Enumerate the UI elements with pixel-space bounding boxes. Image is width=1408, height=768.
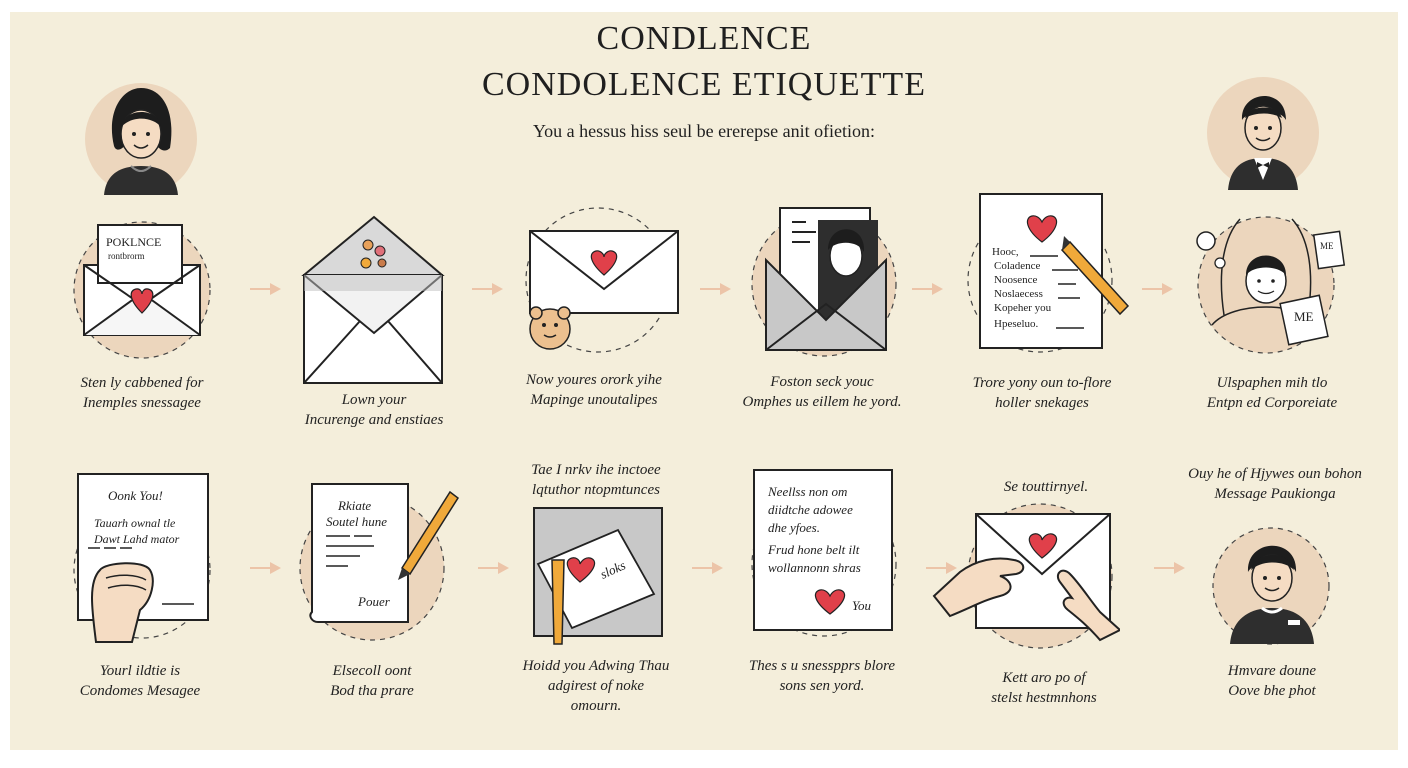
person-avatar-icon (1208, 516, 1336, 656)
title-line-1: CONDLENCE (596, 20, 812, 57)
step-7-caption: Yourl ildtie is Condomes Mesagee (79, 663, 201, 699)
card-handwriting: sloks (597, 557, 628, 582)
hospital-patient-icon (1182, 205, 1372, 395)
letter-line-4: Noslaecess (994, 288, 1043, 300)
arrow-6 (250, 560, 282, 576)
hands-envelope-icon (930, 500, 1120, 690)
arrow-3 (700, 281, 732, 297)
note-line-2: diidtche adowee (768, 502, 853, 517)
note-line-5: wollannonn shras (768, 560, 861, 575)
subtitle: You a hessus hiss seul be ererepse anit ofietion: (532, 121, 876, 141)
letter-line-3: Noosence (994, 274, 1038, 286)
note-label-2: ME (1294, 309, 1314, 324)
letter-line-1: Hooc, (992, 246, 1019, 258)
step-12-top-caption: Ouy he of Hjywes oun bohon Message Paukionga (1188, 466, 1362, 502)
letter-line-6: Hpeseluo. (994, 318, 1039, 330)
open-envelope-flowers-icon (290, 205, 480, 395)
note-sign: You (852, 598, 872, 613)
note-line-1: Oonk You! (108, 488, 163, 503)
step-8-caption: Elsecoll oont Bod tha prare (330, 663, 414, 699)
letter-title: Rkiate (338, 498, 372, 513)
step-2-open-envelope (290, 205, 480, 395)
arrow-4 (912, 281, 944, 297)
step-9-top-caption: Tae I nrkv ihe inctoee lqtuthor ntopmtunces (531, 462, 661, 498)
letter-sign: Pouer (358, 594, 390, 609)
step-4-caption: Foston seck youc Omphes us eillem he yord. (742, 374, 902, 410)
envelope-with-photo-icon (740, 200, 930, 390)
letter-line-2: Coladence (994, 260, 1041, 272)
step-1-envelope-card (66, 205, 256, 395)
step-6-hospital (1182, 205, 1372, 395)
step-3-caption: Now youres orork yihe Mapinge unoutalipes (526, 372, 662, 408)
arrow-1 (250, 281, 282, 297)
letter-with-pencil-icon (960, 190, 1150, 380)
step-10-written-note (740, 468, 930, 658)
step-10-caption: Thes s u snesspprs blore sons sen yord. (748, 658, 896, 694)
arrow-8 (692, 560, 724, 576)
step-11-caption: Kett aro po of stelst hestmnhons (991, 670, 1097, 706)
arrow-9 (926, 560, 958, 576)
step-1-caption: Sten ly cabbened for Inemples snessagee (80, 375, 204, 411)
step-7-thank-you-note (66, 470, 256, 660)
letter-subtitle: Soutel hune (326, 514, 388, 529)
envelope-with-card-icon (66, 205, 256, 395)
arrow-10 (1154, 560, 1186, 576)
step-9-caption: Hoidd you Adwing Thau adgirest of noke omourn. (522, 658, 670, 714)
heart-envelope-icon (520, 205, 710, 395)
step-2-caption: Lown your Incurenge and enstiaes (304, 392, 444, 428)
woman-avatar-icon (84, 82, 198, 196)
handwritten-letter-pen-icon (290, 472, 480, 662)
step-3-heart-envelope (520, 205, 710, 395)
note-line-4: Frud hone belt ilt (768, 542, 860, 557)
arrow-7 (478, 560, 510, 576)
card-subtitle: rontbrorm (108, 251, 145, 261)
note-line-3: dhe yfoes. (768, 520, 820, 535)
title-line-2: CONDOLENCE ETIQUETTE (482, 66, 926, 103)
card-title: POKLNCE (106, 235, 162, 249)
step-8-handwritten-letter (290, 472, 480, 662)
arrow-2 (472, 281, 504, 297)
step-5-caption: Trore yony oun to-flore holler snekages (972, 375, 1112, 411)
letter-line-5: Kopeher you (994, 302, 1052, 314)
note-label-1: ME (1320, 241, 1334, 251)
note-line-2: Tauarh ownal tle (94, 516, 176, 530)
arrow-5 (1142, 281, 1174, 297)
step-11-hands-envelope (930, 500, 1120, 690)
step-5-letter-pencil (960, 190, 1150, 380)
step-6-caption: Ulspaphen mih tlo Entpn ed Corporeiate (1206, 375, 1338, 411)
man-avatar-icon (1206, 76, 1320, 190)
step-4-envelope-photo (740, 200, 930, 390)
step-12-caption: Hmvare doune Oove bhe phot (1227, 663, 1317, 699)
step-11-top-caption: Se touttirnyel. (1003, 479, 1089, 495)
note-line-3: Dawt Lahd mator (94, 532, 180, 546)
note-line-1: Neellss non om (768, 484, 848, 499)
